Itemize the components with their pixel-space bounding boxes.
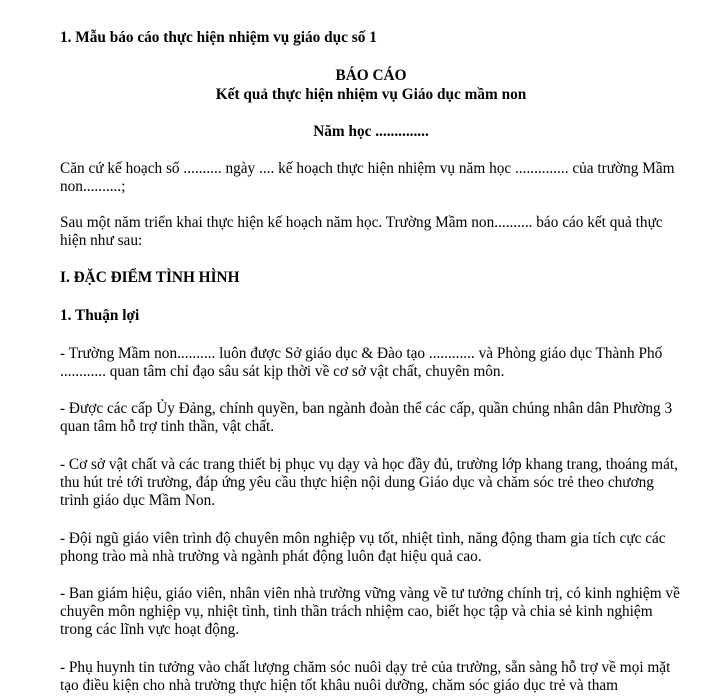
report-title: BÁO CÁO — [335, 67, 407, 84]
school-year: Năm học .............. — [313, 123, 429, 140]
list-item: - Cơ sở vật chất và các trang thiết bị phục vụ dạy và học đầy đủ, trường lớp khang trang, thoáng mát, thu hút trẻ tới trường, đáp ứng yêu cầu thực hiện nội dung Giáo dục và chăm sóc trẻ theo chương trình giáo dục Mầm Non. — [60, 456, 678, 509]
subsection-heading: 1. Thuận lợi — [60, 307, 140, 324]
list-item: - Ban giám hiệu, giáo viên, nhân viên nhà trường vững vàng về tư tưởng chính trị, có kinh nghiệm về chuyên môn nghiệp vụ, nhiệt tình, tinh thần trách nhiệm cao, biết học tập và chia sẻ kinh nghiệm trong các lĩnh vực hoạt động. — [60, 585, 680, 638]
intro-basis: Căn cứ kế hoạch số .......... ngày .... kế hoạch thực hiện nhiệm vụ năm học .............. của trường Mầm non..........; — [60, 160, 675, 195]
list-item: - Được các cấp Ủy Đảng, chính quyền, ban ngành đoàn thể các cấp, quần chúng nhân dân Phường 3 quan tâm hỗ trợ tinh thần, vật chất. — [60, 400, 673, 435]
list-item: - Trường Mầm non.......... luôn được Sở giáo dục & Đào tạo ............ và Phòng giáo dục Thành Phố ............ quan tâm chỉ đạo sâu sát kịp thời về cơ sở vật chất, chuyên môn. — [60, 345, 663, 380]
intro-report: Sau một năm triển khai thực hiện kế hoạch năm học. Trường Mầm non.......... báo cáo kết quả thực hiện như sau: — [60, 214, 663, 249]
list-item: - Đội ngũ giáo viên trình độ chuyên môn nghiệp vụ tốt, nhiệt tình, năng động tham gia tích cực các phong trào mà nhà trường và ngành phát động luôn đạt hiệu quả cao. — [60, 530, 666, 565]
form-heading: 1. Mẫu báo cáo thực hiện nhiệm vụ giáo dục số 1 — [60, 29, 377, 46]
section-heading: I. ĐẶC ĐIỂM TÌNH HÌNH — [60, 269, 240, 286]
report-subtitle: Kết quả thực hiện nhiệm vụ Giáo dục mầm non — [215, 86, 527, 103]
list-item: - Phụ huynh tin tưởng vào chất lượng chăm sóc nuôi dạy trẻ của trường, sẵn sàng hỗ trợ về mọi mặt tạo điều kiện cho nhà trường thực hiện tốt khâu nuôi dưỡng, chăm sóc giáo dục trẻ và tham — [60, 659, 671, 694]
